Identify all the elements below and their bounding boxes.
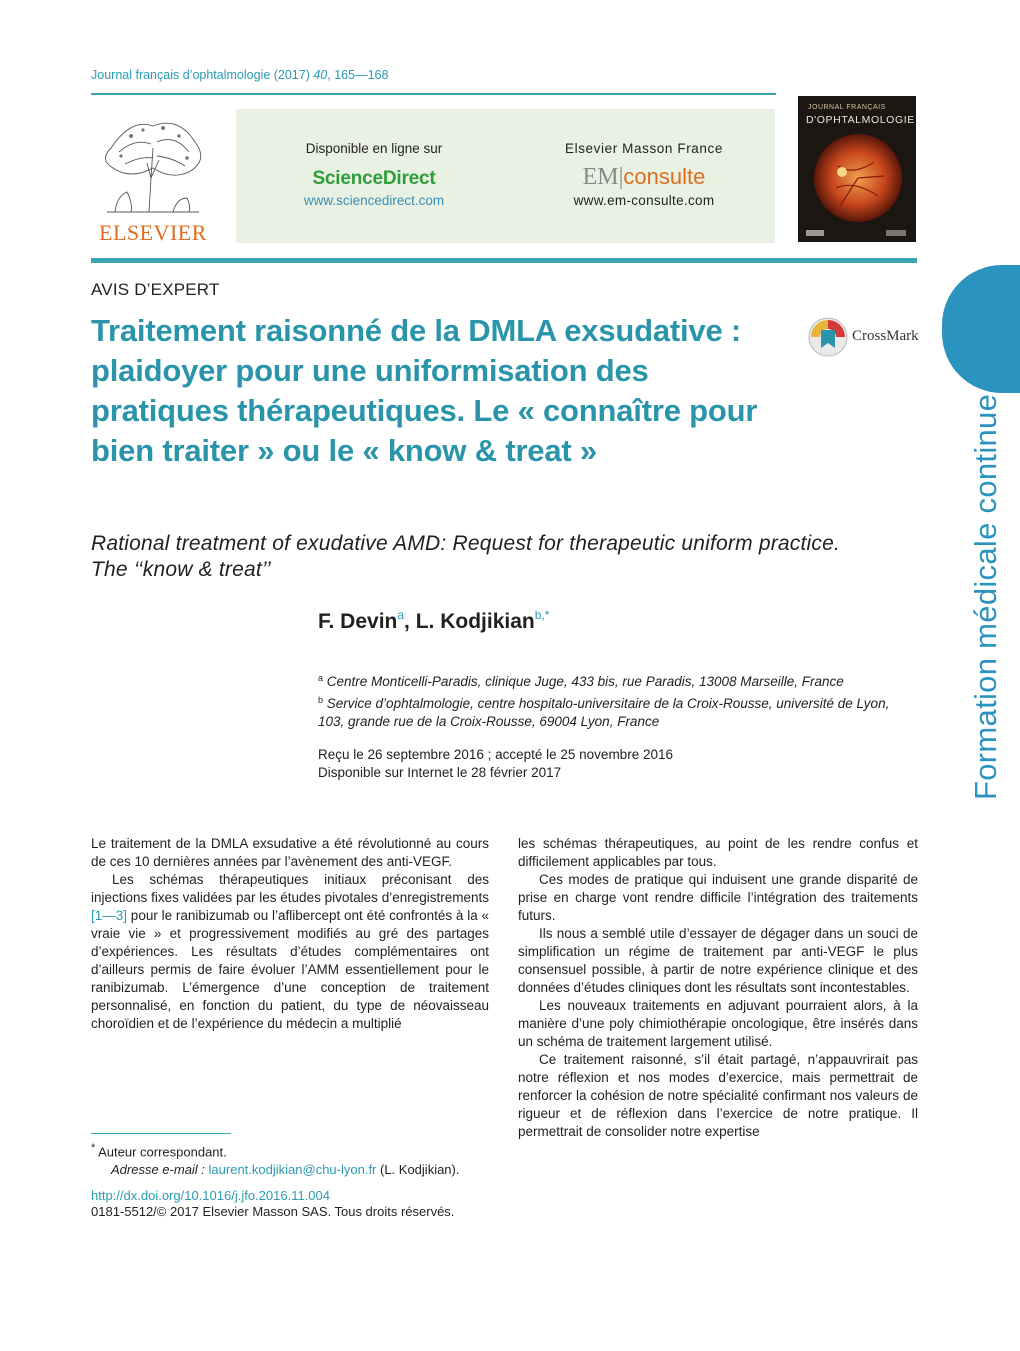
cover-title-line2: D'OPHTALMOLOGIE xyxy=(806,114,915,126)
author-list xyxy=(318,608,549,634)
footnote-rule xyxy=(91,1133,231,1134)
footnote-label: Auteur correspondant. xyxy=(98,1144,227,1160)
paragraph-text: Les schémas thérapeutiques initiaux préconisant des injections fixes validées par les études pivotales d’enregistrements xyxy=(91,872,489,905)
email-label: Adresse e-mail : xyxy=(111,1162,205,1178)
footnote xyxy=(91,1139,459,1179)
emconsulte-label: Elsevier Masson France xyxy=(564,141,723,156)
footnote-mark: * xyxy=(91,1142,96,1154)
affiliation-text: Centre Monticelli-Paradis, clinique Juge, 433 bis, rue Paradis, 13008 Marseille, France xyxy=(326,674,844,689)
journal-volume: 40 xyxy=(313,68,328,82)
side-banner-label: Formation médicale continue xyxy=(968,393,1003,800)
article-dates xyxy=(318,746,673,782)
paragraph: Le traitement de la DMLA exsudative a été révolutionné au cours de ces 10 dernières années par l’avènement des anti-VEGF. xyxy=(91,836,489,869)
access-banner xyxy=(236,109,775,243)
paragraph xyxy=(91,871,489,1033)
online-date: Disponible sur Internet le 28 février 2017 xyxy=(318,765,562,780)
crossmark-icon xyxy=(808,316,848,358)
journal-pages: , 165—168 xyxy=(327,68,389,82)
body-column-right xyxy=(518,835,918,1141)
author-affiliation-mark[interactable]: a xyxy=(397,608,405,622)
emconsulte-block xyxy=(544,141,744,208)
header-rule xyxy=(91,93,776,95)
paragraph: Ils nous a semblé utile d’essayer de dégager dans un souci de simplification un régime de traitement par anti-VEGF le plus consensuel possible, à partir de notre expérience clinique et des données d’études cliniques dont les résultats sont incontestables. xyxy=(518,926,918,995)
received-date: Reçu le 26 septembre 2016 ; accepté le 25 novembre 2016 xyxy=(318,747,673,762)
email-link[interactable]: laurent.kodjikian@chu-lyon.fr xyxy=(208,1162,377,1178)
author-name: F. Devin xyxy=(318,610,398,633)
elsevier-tree-icon xyxy=(91,108,215,218)
affiliation-b xyxy=(318,691,903,731)
emconsulte-link[interactable]: www.em-consulte.com xyxy=(573,193,715,208)
author-separator: , xyxy=(404,610,416,633)
article-title-en: Rational treatment of exudative AMD: Request for therapeutic uniform practice. The ‘‘know & treat’’ xyxy=(91,532,841,581)
affiliation-mark: b xyxy=(318,695,324,705)
footnote-email-line xyxy=(91,1161,459,1179)
paragraph: Les nouveaux traitements en adjuvant pourraient alors, à la manière d’une poly chimiothérapie oncologique, être insérés dans un schéma de traitement largement utilisé. xyxy=(518,998,918,1049)
affiliation-text: Service d’ophtalmologie, centre hospitalo-universitaire de la Croix-Rousse, université de Lyon, 103, grande rue de la Croix-Rousse, 69004 Lyon, France xyxy=(318,696,890,729)
email-owner: (L. Kodjikian). xyxy=(376,1162,460,1178)
crossmark-label: CrossMark xyxy=(852,328,919,344)
elsevier-logo xyxy=(91,108,215,246)
body-column-left xyxy=(91,835,489,1033)
em-mark: EM xyxy=(582,164,619,190)
section-rule xyxy=(91,258,917,263)
paragraph: Ce traitement raisonné, s’il était partagé, n’appauvrirait pas notre réflexion et nos modes d’exercice, mais permettrait de renforcer la cohésion de notre spécialité confirmant nos valeurs de rigueur et de réflexion dans l’exercice de notre pratique. Il permettrait de consolider notre expertise xyxy=(518,1052,918,1139)
retina-image-icon xyxy=(798,96,916,242)
sciencedirect-label: Disponible en ligne sur xyxy=(305,141,443,156)
crossmark-badge[interactable] xyxy=(808,316,918,362)
affiliation-mark: a xyxy=(318,673,324,683)
consulte-mark: consulte xyxy=(623,164,706,189)
paragraph-text: pour le ranibizumab ou l’aflibercept ont été confrontés à la « vraie vie » et progressivement modifiés au gré des partages d’expériences. Les résultats d’études complémentaires ont d’ailleurs permis de faire évoluer l’AMM essentiellement pour le ranibizumab. L’émergence d’une conception de traitement personnalisé, en fonction du patient, du type de néovaisseau choroïdien et de l’expérience du médecin a multiplié xyxy=(91,908,489,1031)
author-name: L. Kodjikian xyxy=(415,610,535,633)
emconsulte-logo: EM|consulte xyxy=(582,164,706,190)
article-title-fr: Traitement raisonné de la DMLA exsudative : plaidoyer pour une uniformisation des pratiques thérapeutiques. Le « connaître pour bien traiter » ou le « know & treat » xyxy=(91,313,758,468)
elsevier-wordmark: ELSEVIER xyxy=(99,220,207,245)
affiliation-a xyxy=(318,669,903,691)
paragraph: les schémas thérapeutiques, au point de les rendre confus et difficilement applicables par tous. xyxy=(518,836,918,869)
cover-title-line1: JOURNAL FRANÇAIS xyxy=(808,104,886,111)
sciencedirect-block xyxy=(274,141,474,208)
citation-link[interactable]: [1—3] xyxy=(91,908,128,923)
affiliations xyxy=(318,669,903,731)
side-tab-shape xyxy=(942,265,1020,393)
doi-link[interactable]: http://dx.doi.org/10.1016/j.jfo.2016.11.004 xyxy=(91,1188,330,1203)
journal-cover xyxy=(798,96,916,242)
journal-citation xyxy=(91,68,388,82)
section-label: AVIS D’EXPERT xyxy=(91,280,220,299)
copyright-notice: 0181-5512/© 2017 Elsevier Masson SAS. Tous droits réservés. xyxy=(91,1204,455,1219)
sciencedirect-link[interactable]: www.sciencedirect.com xyxy=(303,193,445,208)
sciencedirect-logo: ScienceDirect xyxy=(312,168,436,189)
journal-name: Journal français d’ophtalmologie (2017) xyxy=(91,68,314,82)
footnote-line xyxy=(91,1139,459,1161)
paragraph: Ces modes de pratique qui induisent une grande disparité de prise en charge vont rendre difficile l’intégration des traitements futurs. xyxy=(518,872,918,923)
author-affiliation-mark[interactable]: b,* xyxy=(534,608,550,622)
